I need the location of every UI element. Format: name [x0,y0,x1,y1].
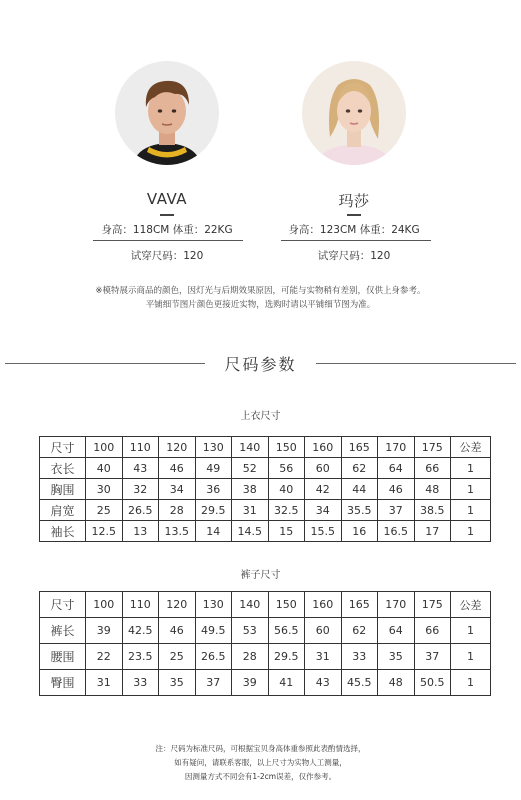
size-header-cell: 175 [414,592,451,618]
row-label: 肩宽 [40,500,86,521]
size-header-cell: 140 [232,437,269,458]
table-cell: 48 [378,670,415,696]
model-stats-boy: 身高：118CM 体重：22KG [101,224,233,236]
table-cell: 40 [268,479,305,500]
row-label: 胸围 [40,479,86,500]
model-photo-boy [115,61,219,165]
table-cell: 28 [159,500,196,521]
table-cell: 49 [195,458,232,479]
table-cell: 22 [86,644,123,670]
size-header-cell: 150 [268,592,305,618]
table-cell: 40 [86,458,123,479]
tolerance-cell: 1 [451,670,491,696]
table-cell: 35 [378,644,415,670]
table-cell: 46 [159,618,196,644]
table-cell: 37 [378,500,415,521]
table-cell: 30 [86,479,123,500]
table-cell: 37 [414,644,451,670]
model-name-girl: 玛莎 [338,192,370,210]
table-cell: 41 [268,670,305,696]
model-name-boy: VAVA [146,190,188,208]
table-row [40,618,491,644]
table-cell: 17 [414,521,451,542]
table-row [40,644,491,670]
row-label: 袖长 [40,521,86,542]
table-cell: 52 [232,458,269,479]
table-cell: 35.5 [341,500,378,521]
table-cell: 14.5 [232,521,269,542]
table-header-row [40,437,491,458]
tolerance-cell: 1 [451,644,491,670]
table-cell: 44 [341,479,378,500]
table-cell: 13 [122,521,159,542]
table-cell: 31 [86,670,123,696]
size-header-cell: 170 [378,592,415,618]
table-row [40,500,491,521]
table-cell: 53 [232,618,269,644]
table-cell: 34 [159,479,196,500]
model-size-girl: 试穿尺码：120 [317,250,391,262]
table-cell: 66 [414,458,451,479]
top-table-title: 上衣尺寸 [240,411,281,422]
table-cell: 38 [232,479,269,500]
row-label: 臀围 [40,670,86,696]
table-cell: 42 [305,479,342,500]
table-cell: 38.5 [414,500,451,521]
footer-note-line-2: 如有疑问，请联系客服，以上尺寸为实物人工测量， [174,758,347,767]
table-cell: 56 [268,458,305,479]
table-cell: 33 [122,670,159,696]
table-cell: 39 [86,618,123,644]
tolerance-cell: 1 [451,521,491,542]
size-header-cell: 130 [195,592,232,618]
table-cell: 16.5 [378,521,415,542]
table-row [40,458,491,479]
top-size-table [39,436,491,542]
table-cell: 50.5 [414,670,451,696]
table-cell: 12.5 [86,521,123,542]
table-cell: 35 [159,670,196,696]
size-header-cell: 160 [305,592,342,618]
size-header-cell: 120 [159,437,196,458]
tolerance-cell: 1 [451,458,491,479]
size-header-cell: 110 [122,437,159,458]
table-cell: 29.5 [268,644,305,670]
table-cell: 13.5 [159,521,196,542]
footer-note-line-3: 因测量方式不同会有1-2cm误差，仅作参考。 [184,772,337,781]
size-header-cell: 130 [195,437,232,458]
section-title: 尺码参数 [224,355,297,374]
notice-line-1: ※模特展示商品的颜色，因灯光与后期效果原因，可能与实物稍有差别，仅供上身参考。 [95,286,426,296]
table-cell: 60 [305,618,342,644]
table-cell: 25 [86,500,123,521]
table-cell: 46 [378,479,415,500]
table-cell: 66 [414,618,451,644]
table-row [40,521,491,542]
table-cell: 64 [378,618,415,644]
model-size-boy: 试穿尺码：120 [130,250,204,262]
table-cell: 60 [305,458,342,479]
tolerance-cell: 1 [451,500,491,521]
table-cell: 31 [232,500,269,521]
table-cell: 37 [195,670,232,696]
table-cell: 33 [341,644,378,670]
table-cell: 48 [414,479,451,500]
table-cell: 23.5 [122,644,159,670]
table-cell: 43 [122,458,159,479]
table-cell: 32.5 [268,500,305,521]
table-cell: 26.5 [195,644,232,670]
table-cell: 56.5 [268,618,305,644]
size-header-cell: 120 [159,592,196,618]
size-header-cell: 100 [86,592,123,618]
table-cell: 46 [159,458,196,479]
table-cell: 28 [232,644,269,670]
model-photo-girl [302,61,406,165]
pants-table-title: 裤子尺寸 [240,570,281,581]
table-cell: 29.5 [195,500,232,521]
size-header-label: 尺寸 [40,592,86,618]
size-header-cell: 140 [232,592,269,618]
size-header-cell: 165 [341,437,378,458]
table-header-row [40,592,491,618]
table-row [40,479,491,500]
size-header-cell: 165 [341,592,378,618]
pants-size-table [39,591,491,696]
size-header-cell: 175 [414,437,451,458]
table-cell: 49.5 [195,618,232,644]
name-divider-boy [160,214,174,216]
table-cell: 25 [159,644,196,670]
size-header-label: 尺寸 [40,437,86,458]
table-cell: 34 [305,500,342,521]
table-cell: 62 [341,618,378,644]
size-header-cell: 110 [122,592,159,618]
row-label: 腰围 [40,644,86,670]
size-header-cell: 150 [268,437,305,458]
table-cell: 64 [378,458,415,479]
row-label: 裤长 [40,618,86,644]
model-stats-girl: 身高：123CM 体重：24KG [288,224,420,236]
notice-line-2: 平铺细节图片颜色更接近实物，选购时请以平铺细节图为准。 [145,300,376,310]
row-label: 衣长 [40,458,86,479]
table-cell: 43 [305,670,342,696]
model-rule-girl [281,240,431,241]
section-divider-right [316,363,516,364]
tolerance-header-cell: 公差 [451,592,491,618]
table-cell: 15 [268,521,305,542]
table-cell: 39 [232,670,269,696]
footer-note-line-1: 注：尺码为标准尺码，可根据宝贝身高体重参照此表酌情选择， [155,744,366,753]
table-cell: 32 [122,479,159,500]
table-cell: 16 [341,521,378,542]
boy-portrait-icon [115,61,219,165]
size-header-cell: 160 [305,437,342,458]
tolerance-cell: 1 [451,479,491,500]
model-rule-boy [93,240,243,241]
girl-portrait-icon [302,61,406,165]
size-header-cell: 100 [86,437,123,458]
table-cell: 31 [305,644,342,670]
size-header-cell: 170 [378,437,415,458]
table-cell: 15.5 [305,521,342,542]
table-cell: 14 [195,521,232,542]
table-row [40,670,491,696]
table-cell: 26.5 [122,500,159,521]
name-divider-girl [347,214,361,216]
table-cell: 42.5 [122,618,159,644]
tolerance-header-cell: 公差 [451,437,491,458]
table-cell: 62 [341,458,378,479]
tolerance-cell: 1 [451,618,491,644]
table-cell: 45.5 [341,670,378,696]
table-cell: 36 [195,479,232,500]
